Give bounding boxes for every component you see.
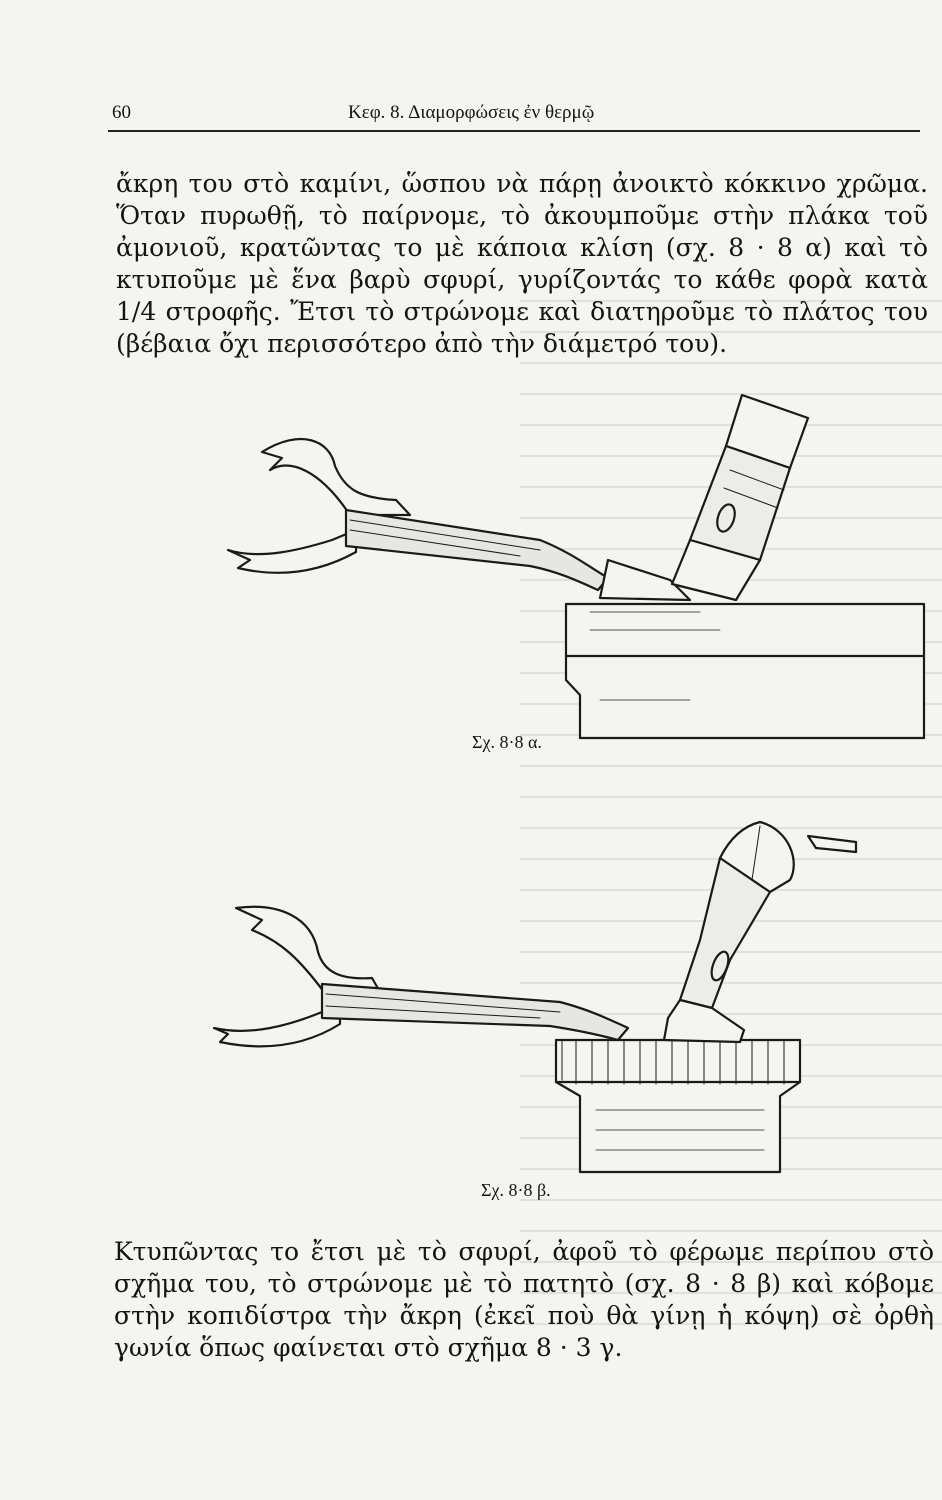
running-title: Κεφ. 8. Διαμορφώσεις ἐν θερμῷ <box>348 102 595 123</box>
tongs-a <box>228 439 608 590</box>
set-hammer-b <box>664 822 856 1042</box>
paragraph-1: ἄκρη του στὸ καμίνι, ὥσπου νὰ πάρῃ ἀνοικτὸ κόκκινο χρῶμα. Ὅταν πυρωθῇ, τὸ παίρνομε, τὸ ἀκουμποῦμε στὴν πλάκα τοῦ ἀμονιοῦ, κρατῶντας το μὲ κάποια κλίση (σχ. 8 · 8 α) καὶ τὸ κτυποῦμε μὲ ἕνα βαρὺ σφυρί, γυρίζοντάς το κάθε φορὰ κατὰ 1/4 στροφῆς. Ἔτσι τὸ στρώνομε καὶ διατηροῦμε τὸ πλάτος του (βέβαια ὄχι περισσότερο ἀπὸ τὴν διάμετρό του). <box>116 169 928 358</box>
figure-caption-b: Σχ. 8·8 β. <box>481 1180 551 1200</box>
page-number: 60 <box>112 102 131 123</box>
paragraph-2: Κτυπῶντας το ἔτσι μὲ τὸ σφυρί, ἀφοῦ τὸ φέρωμε περίπου στὸ σχῆμα του, τὸ στρώνομε μὲ τὸ πατητὸ (σχ. 8 · 8 β) καὶ κόβομε στὴν κοπιδίστρα τὴν ἄκρη (ἐκεῖ ποὺ θὰ γίνῃ ἡ κόψη) σὲ ὀρθὴ γωνία ὅπως φαίνεται στὸ σχῆμα 8 · 3 γ. <box>114 1237 934 1362</box>
anvil-block-b <box>556 1040 800 1172</box>
hammer-a <box>672 395 808 600</box>
figure-8-8b <box>214 822 856 1172</box>
figure-caption-a: Σχ. 8·8 α. <box>472 732 542 752</box>
figure-8-8a <box>228 395 924 738</box>
tongs-b <box>214 907 628 1047</box>
anvil-block-a <box>566 604 924 738</box>
